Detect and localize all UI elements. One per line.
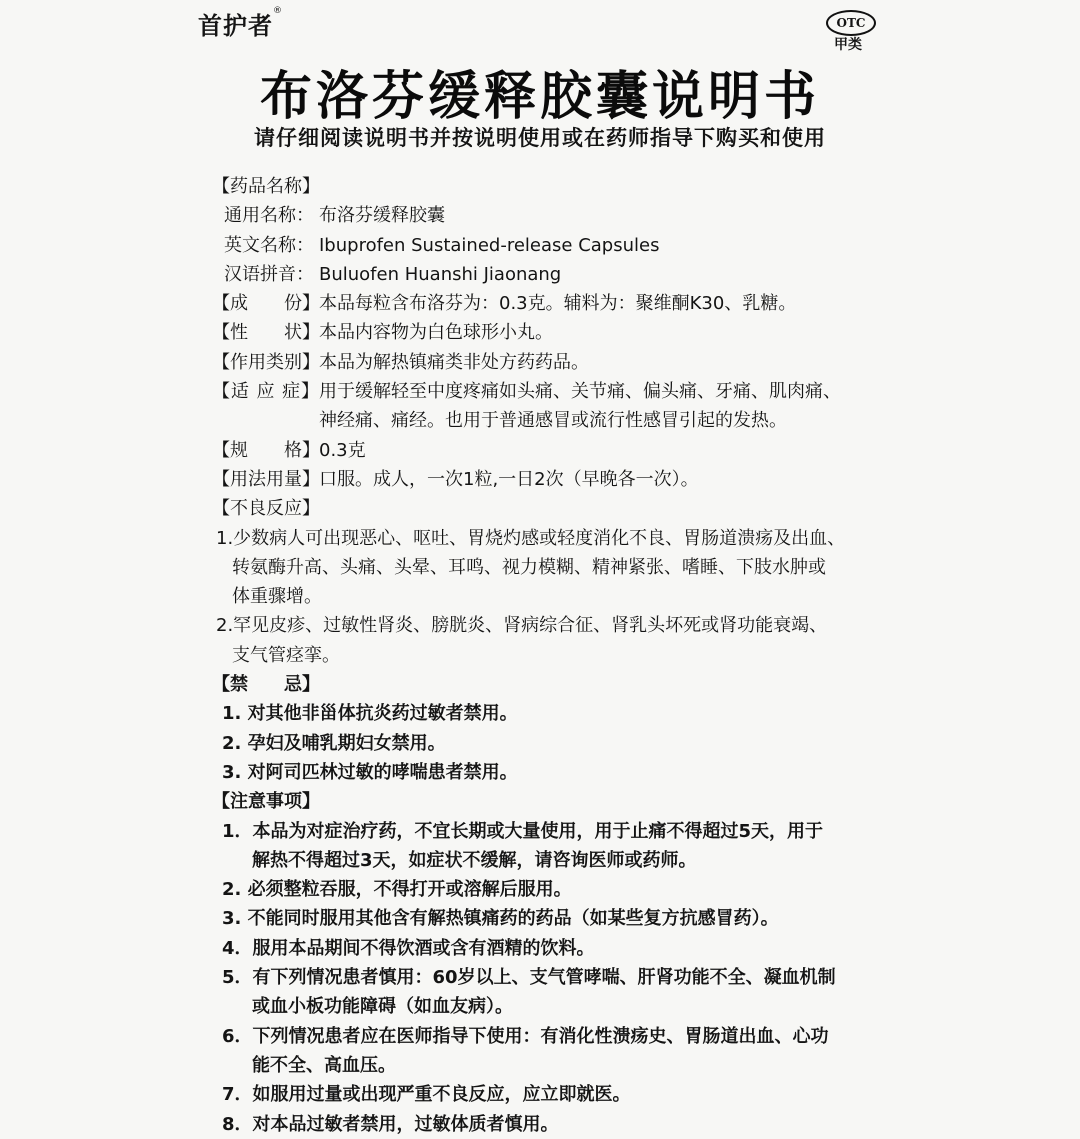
contra-item-2: 2. 孕妇及哺乳期妇女禁用。 [222, 732, 446, 754]
pinyin-name-row: 汉语拼音： Buluofen Huanshi Jiaonang [224, 263, 562, 285]
caution-item-5-cont: 或血小板功能障碍（如血友病）。 [252, 996, 513, 1018]
document-title: 布洛芬缓释胶囊说明书 [259, 67, 820, 127]
caution-item-7: 7．如服用过量或出现严重不良反应，应立即就医。 [222, 1084, 631, 1106]
section-heading-contraindications: 【禁 忌】 [212, 674, 320, 696]
indications-continuation: 神经痛、痛经。也用于普通感冒或流行性感冒引起的发热。 [319, 410, 787, 432]
adverse-item-2: 2.罕见皮疹、过敏性肾炎、膀胱炎、肾病综合征、肾乳头坏死或肾功能衰竭、 [216, 615, 828, 637]
leaflet-body [212, 172, 892, 1139]
section-heading-name: 【药品名称】 [212, 176, 320, 197]
otc-class-label: 甲类 [834, 37, 862, 53]
caution-item-3: 3. 不能同时服用其他含有解热镇痛药的药品（如某些复方抗感冒药）。 [222, 908, 779, 930]
section-heading-adverse: 【不良反应】 [212, 498, 320, 520]
section-heading-cautions: 【注意事项】 [212, 791, 320, 813]
caution-item-1: 1．本品为对症治疗药，不宜长期或大量使用，用于止痛不得超过5天，用于 [222, 820, 824, 842]
description-row: 【性 状】 本品内容物为白色球形小丸。 [212, 322, 553, 344]
generic-name-row: 通用名称： 布洛芬缓释胶囊 [224, 205, 445, 227]
brand-logo: 首护者® [198, 6, 283, 40]
adverse-item-1-cont: 转氨酶升高、头痛、头晕、耳鸣、视力模糊、精神紧张、嗜睡、下肢水肿或 [232, 556, 826, 578]
caution-item-6: 6．下列情况患者应在医师指导下使用：有消化性溃疡史、胃肠道出血、心功 [222, 1025, 829, 1047]
caution-item-6-cont: 能不全、高血压。 [252, 1054, 396, 1076]
contra-item-1: 1. 对其他非甾体抗炎药过敏者禁用。 [222, 703, 518, 725]
adverse-item-2-cont: 支气管痉挛。 [232, 644, 340, 666]
spec-row: 【规 格】 0.3克 [212, 439, 366, 461]
indications-row: 【适 应 症】 用于缓解轻至中度疼痛如头痛、关节痛、偏头痛、牙痛、肌肉痛、 [212, 381, 841, 403]
dosage-row: 【用法用量】 口服。成人，一次1粒,一日2次（早晚各一次）。 [212, 468, 699, 490]
otc-badge: OTC [826, 10, 876, 36]
caution-item-2: 2. 必须整粒吞服，不得打开或溶解后服用。 [222, 879, 572, 901]
english-name-row: 英文名称： Ibuprofen Sustained-release Capsules [224, 234, 660, 256]
adverse-item-1-cont: 体重骤增。 [232, 586, 322, 608]
caution-item-4: 4．服用本品期间不得饮酒或含有酒精的饮料。 [222, 937, 595, 959]
document-subtitle: 请仔细阅读说明书并按说明使用或在药师指导下购买和使用 [254, 126, 826, 150]
composition-row: 【成 份】 本品每粒含布洛芬为：0.3克。辅料为：聚维酮K30、乳糖。 [212, 293, 797, 315]
category-row: 【作用类别】 本品为解热镇痛类非处方药药品。 [212, 351, 589, 373]
adverse-item-1: 1.少数病人可出现恶心、呕吐、胃烧灼感或轻度消化不良、胃肠道溃疡及出血、 [216, 527, 846, 549]
caution-item-8: 8．对本品过敏者禁用，过敏体质者慎用。 [222, 1113, 559, 1135]
caution-item-5: 5．有下列情况患者慎用：60岁以上、支气管哮喘、肝肾功能不全、凝血机制 [222, 967, 836, 989]
contra-item-3: 3. 对阿司匹林过敏的哮喘患者禁用。 [222, 761, 518, 783]
caution-item-1-cont: 解热不得超过3天，如症状不缓解，请咨询医师或药师。 [252, 849, 697, 871]
